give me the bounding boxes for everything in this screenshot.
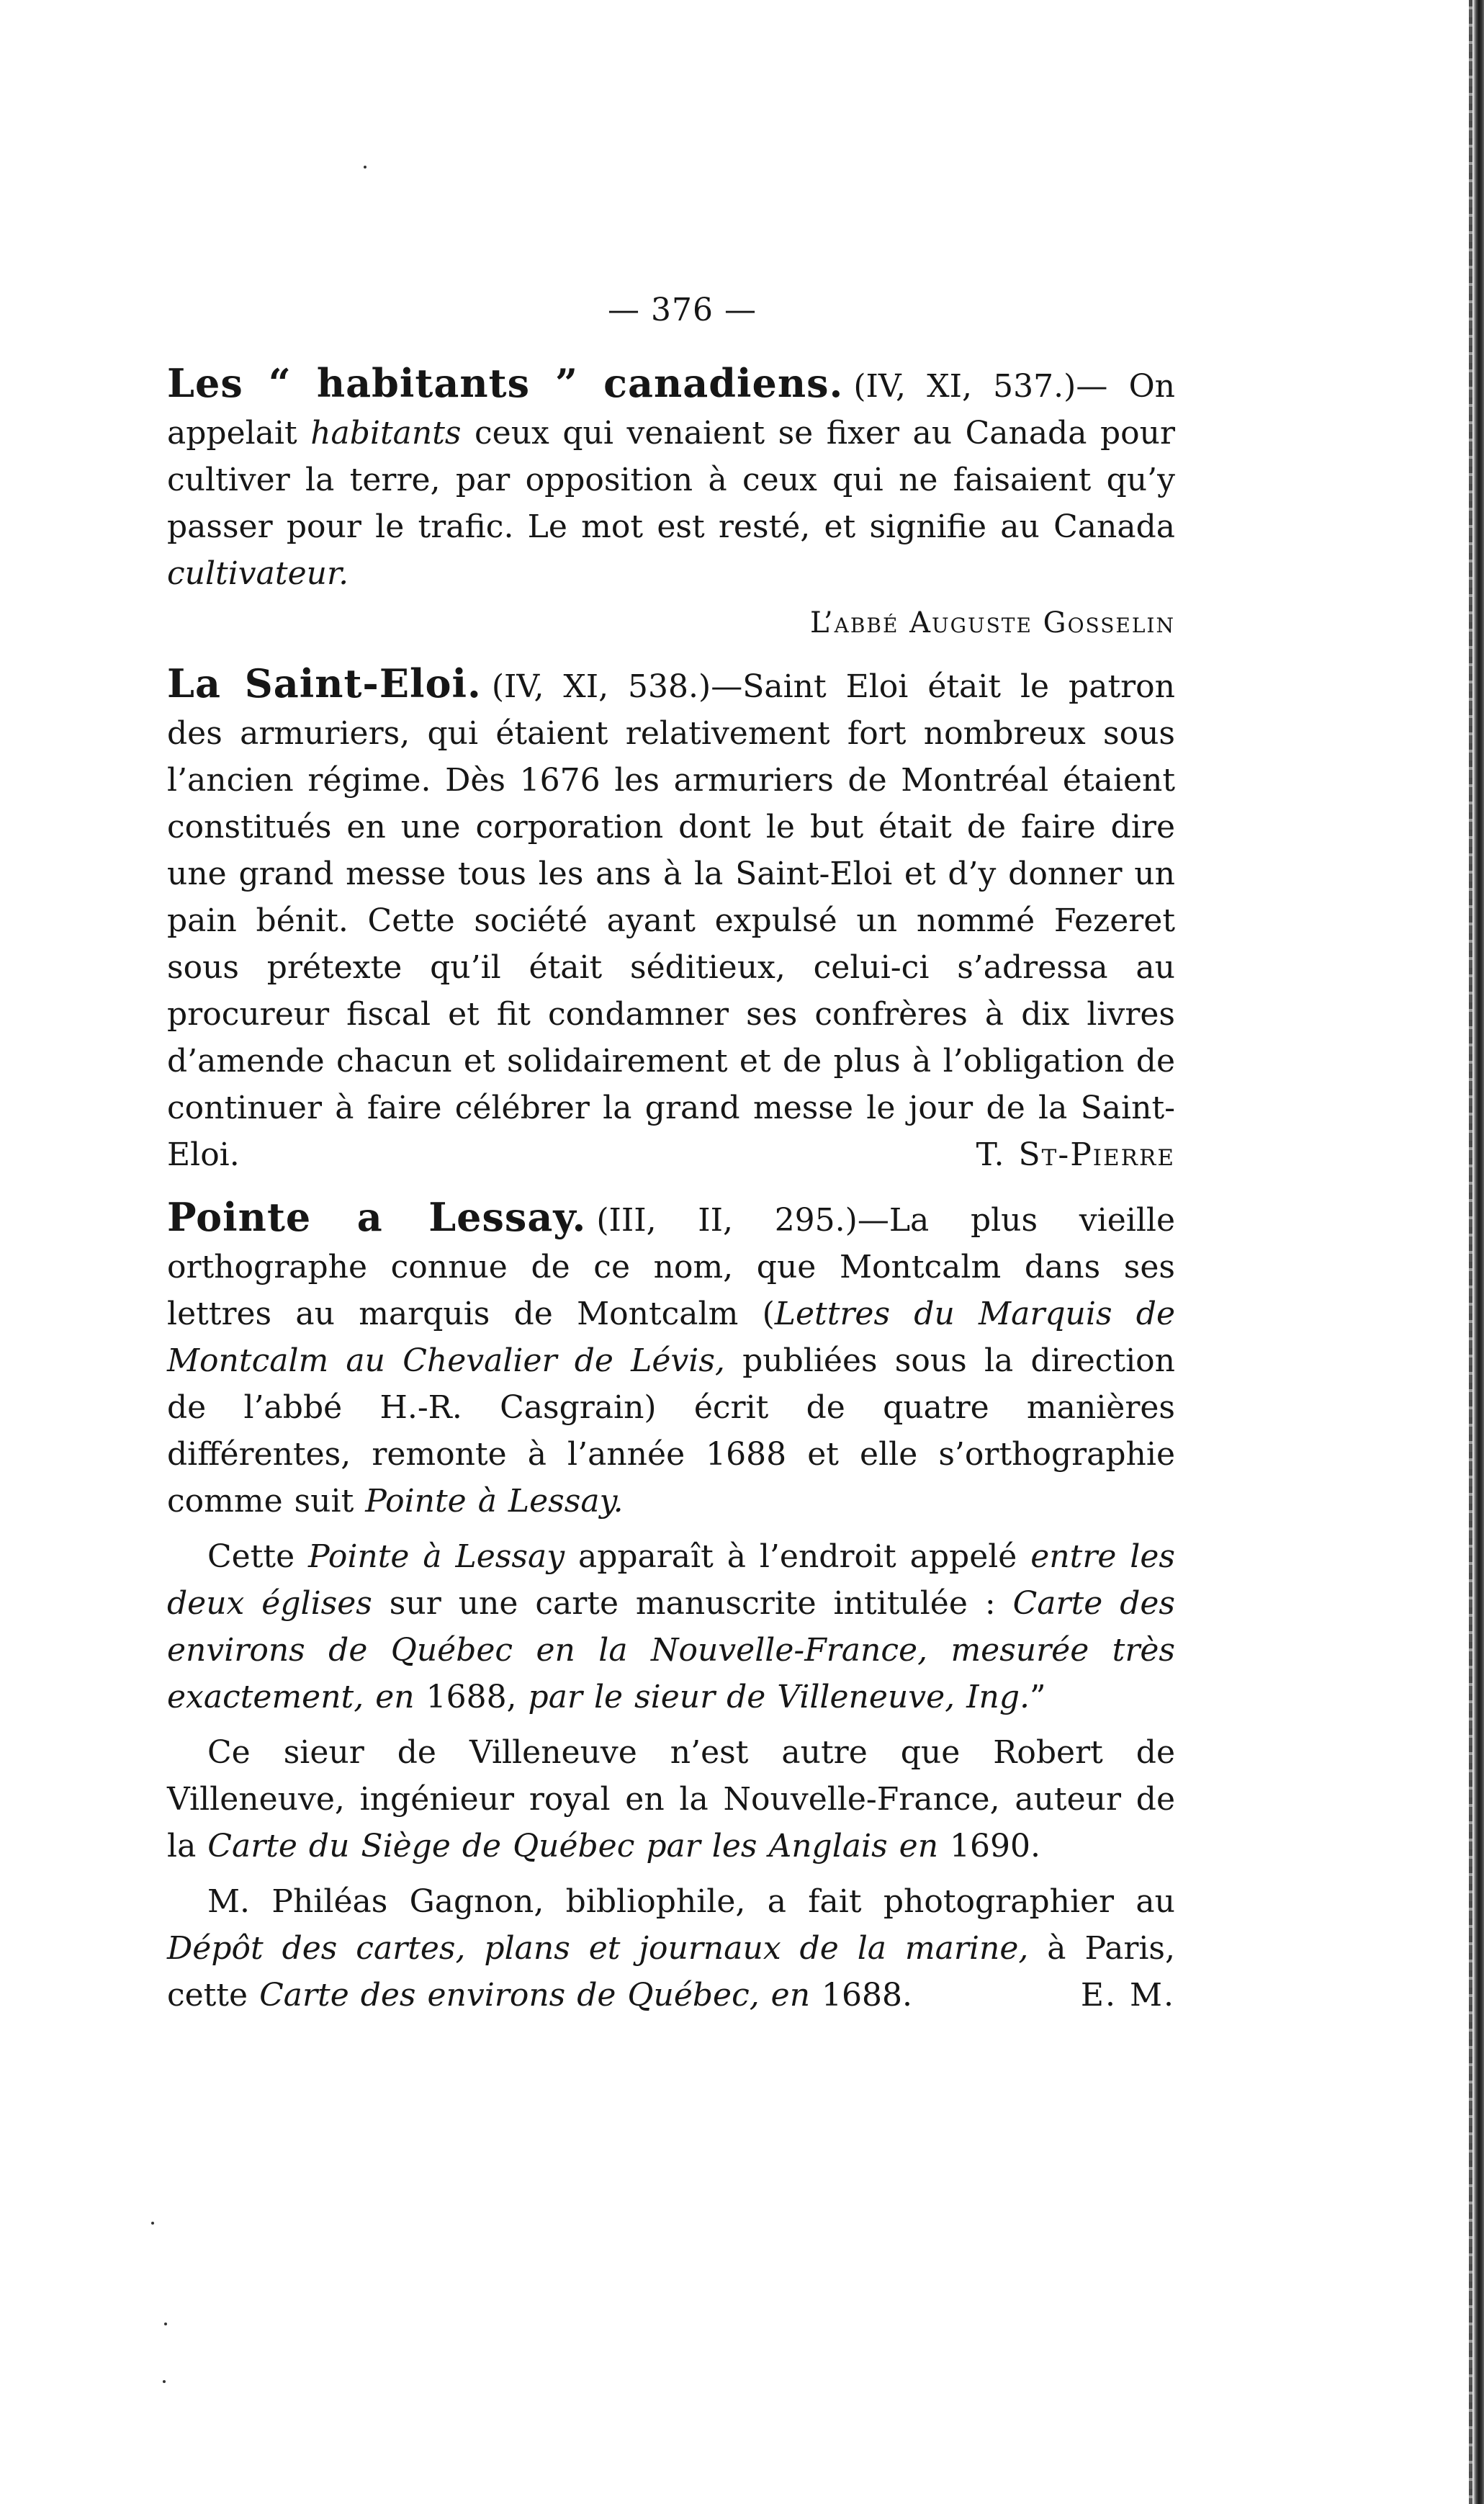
entry-italic-text: Pointe à Lessay [308,1538,565,1575]
entry-italic-text: entre les deux églises [167,1538,1176,1622]
entry-text: à Paris, cette [167,1930,1175,2014]
entry-text: Saint Eloi était le patron des armuriers, qui étaient relativement fort nombreux sous l’ancien régime. Dès 1676 les armuriers de Montréal étaient constitués en une corporation dont le but était de faire dire une grand messe tous les ans à la Saint-Eloi et d’y donner un pain bénit. Cette société ayant expulsé un nommé Fezeret sous prétexte qu’il était séditieux, celui-ci s’adressa au procureur fiscal et fit condamner ses confrères à dix livres d’amende chacun et solidairement et de plus à l’obligation de continuer à faire célébrer la grand messe le jour de la Saint-Eloi. [167,668,1175,1173]
entry-text: M. Philéas Gagnon, bibliophile, a fait photographier au [207,1883,1175,1920]
entry-text: Cette [207,1538,309,1575]
entry-text: Ce sieur de Villeneuve n’est autre que Robert de Villeneuve, ingénieur royal en la Nouvelle-France, auteur de la [167,1734,1175,1864]
entry-text: 1688, [414,1679,529,1715]
entry-italic-text: habitants [310,415,462,452]
entry-paragraph [167,660,1175,1178]
entry-saint-eloi [167,660,1175,1178]
paper-speck [151,2222,154,2225]
page-number: — 376 — [608,292,757,328]
book-spine-texture [1469,0,1472,2504]
entry-signature: L’abbé Auguste Gosselin [809,606,1175,640]
entry-text: ” [1030,1679,1046,1715]
entry-text: 1690. [938,1828,1040,1864]
entry-italic-text: Carte des environs de Québec, en [259,1977,811,2014]
entry-text: sur une carte manuscrite intitulée : [372,1585,1013,1622]
entry-paragraph [167,1729,1175,1870]
entry-habitants [167,360,1175,645]
entry-text: 1688. [810,1977,913,2014]
entry-signature: E. M. [1080,1977,1175,2014]
entry-italic-text: Lettres du Marquis de Montcalm au Chevalier de Lévis, [167,1296,1175,1379]
text-column [167,360,1175,2027]
paper-speck [163,2380,166,2383]
entry-paragraph [167,360,1175,597]
entry-signature: T. St-Pierre [976,1136,1175,1173]
paper-speck [164,2323,167,2325]
entry-text: ceux qui venaient se fixer au Canada pour cultiver la terre, par opposition à ceux qui ne faisaient qu’y passer pour le trafic. Le mot est resté, et signifie au Canada [167,415,1175,545]
entry-reference: (III, II, 295.)— [596,1202,889,1239]
paper-speck [364,166,366,169]
entry-italic-text: Carte des environs de Québec en la Nouvelle-France, mesurée très exactement, en [167,1585,1175,1715]
entry-pointe-a-lessay [167,1194,1175,2019]
entry-text: On appelait [167,368,1175,452]
entry-text: La plus vieille orthographe connue de ce nom, que Montcalm dans ses lettres au marquis de Montcalm ( [167,1202,1175,1332]
entry-italic-text: Dépôt des cartes, plans et journaux de la marine, [167,1930,1029,1967]
entry-title: La Saint-Eloi. [167,660,482,706]
entry-text: apparaît à l’endroit appelé [565,1538,1031,1575]
entry-title: Pointe a Lessay. [167,1194,587,1240]
entry-title: Les “ habitants ” canadiens. [167,360,844,406]
entry-italic-text: par le sieur de Villeneuve, Ing. [528,1679,1030,1715]
entry-reference: (IV, XI, 538.)— [491,668,743,705]
entry-paragraph [167,1878,1175,2019]
entry-paragraph [167,1533,1175,1720]
entry-reference: (IV, XI, 537.)— [853,368,1108,405]
entry-paragraph [167,1194,1175,1525]
entry-text: publiées sous la direction de l’abbé H.-R. Casgrain) écrit de quatre manières différentes, remonte à l’année 1688 et elle s’orthographie comme suit [167,1342,1175,1520]
entry-italic-text: Pointe à Lessay. [365,1483,624,1520]
entry-italic-text: Carte du Siège de Québec par les Anglais en [207,1828,939,1864]
entry-italic-text: cultivateur. [167,555,349,592]
book-spine-edge [1472,0,1484,2504]
